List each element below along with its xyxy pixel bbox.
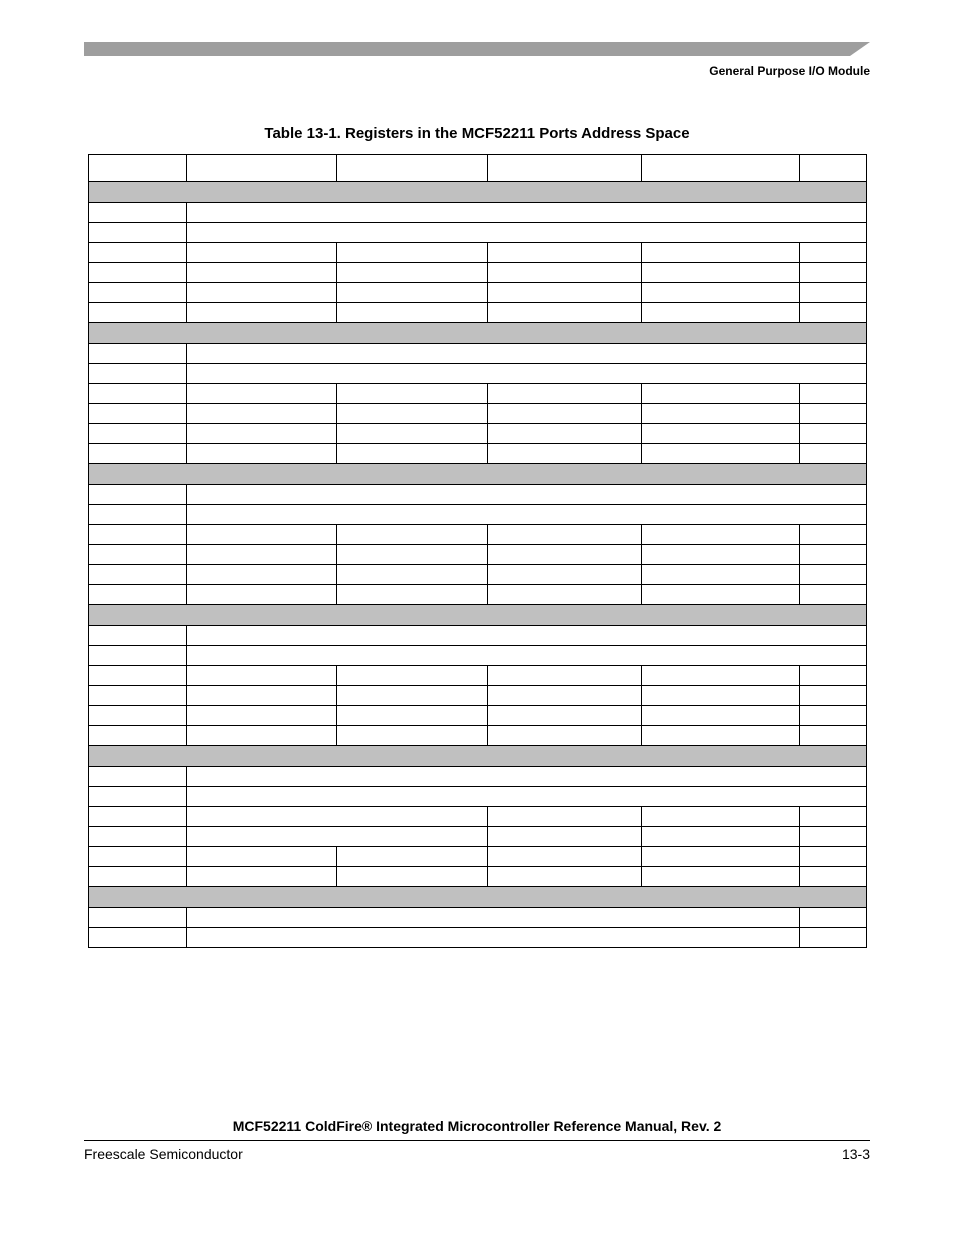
table-cell [642,525,800,545]
table-cell [89,384,187,404]
table-cell [187,545,337,565]
registers-table [88,154,867,948]
table-row [89,666,867,686]
footer-rule [84,1140,870,1141]
table-cell [337,847,488,867]
table-cell [488,384,642,404]
table-cell [488,525,642,545]
table-cell [89,787,187,807]
table-cell [187,364,867,384]
table-cell [187,827,488,847]
table-cell [800,444,867,464]
table-cell [89,344,187,364]
table-cell [642,726,800,746]
table-row [89,283,867,303]
table-cell [187,908,800,928]
table-row [89,706,867,726]
table-cell [89,726,187,746]
table-cell [642,263,800,283]
table-cell [488,424,642,444]
table-cell [337,726,488,746]
header-bar [84,42,870,56]
table-cell [488,726,642,746]
table-cell [187,263,337,283]
table-cell [187,787,867,807]
table-row [89,867,867,887]
table-cell [187,686,337,706]
table-cell [337,585,488,605]
table-cell [642,807,800,827]
table-cell [187,243,337,263]
table-cell [89,646,187,666]
table-row [89,243,867,263]
table-cell [488,263,642,283]
table-cell [89,303,187,323]
table-cell [488,827,642,847]
table-cell [800,525,867,545]
table-row [89,807,867,827]
table-cell [488,666,642,686]
table-cell [89,243,187,263]
table-cell [800,155,867,182]
table-row [89,263,867,283]
table-cell [800,404,867,424]
table-cell [800,686,867,706]
footer-page-number: 13-3 [841,1146,870,1162]
table-cell [89,706,187,726]
table-row [89,525,867,545]
table-cell [642,243,800,263]
table-section-row [89,464,867,485]
table-cell [800,303,867,323]
table-cell [488,283,642,303]
table-row [89,585,867,605]
table-cell [187,626,867,646]
table-row [89,424,867,444]
table-row [89,444,867,464]
table-cell [89,203,187,223]
table-row [89,908,867,928]
table-cell [187,444,337,464]
table-cell [89,404,187,424]
table-cell [89,908,187,928]
table-cell [488,565,642,585]
table-section-row [89,323,867,344]
table-cell [337,706,488,726]
table-cell [89,505,187,525]
table-cell [800,585,867,605]
table-caption: Table 13-1. Registers in the MCF52211 Ports Address Space [264,125,690,142]
table-row [89,364,867,384]
table-row [89,505,867,525]
table-cell [488,686,642,706]
table-cell [337,384,488,404]
table-cell [187,203,867,223]
table-cell [89,485,187,505]
table-cell [187,807,488,827]
table-row [89,767,867,787]
table-cell [337,565,488,585]
table-row [89,545,867,565]
table-row [89,646,867,666]
table-cell [337,444,488,464]
table-cell [337,545,488,565]
table-cell [187,928,800,948]
table-section-row [89,182,867,203]
section-cell [89,746,867,767]
section-cell [89,464,867,485]
table-cell [187,155,337,182]
table-row [89,827,867,847]
table-cell [800,726,867,746]
table-cell [89,928,187,948]
table-cell [187,585,337,605]
table-cell [488,404,642,424]
table-cell [488,545,642,565]
table-cell [337,686,488,706]
section-cell [89,323,867,344]
table-cell [337,867,488,887]
section-cell [89,182,867,203]
table-cell [800,666,867,686]
table-cell [89,847,187,867]
table-row [89,787,867,807]
table-cell [89,283,187,303]
table-cell [642,384,800,404]
table-cell [187,666,337,686]
table-cell [642,686,800,706]
table-cell [89,666,187,686]
table-cell [488,243,642,263]
table-row [89,303,867,323]
table-cell [800,424,867,444]
table-cell [642,585,800,605]
table-cell [89,155,187,182]
footer-manual-title: MCF52211 ColdFire® Integrated Microcontroller Reference Manual, Rev. 2 [232,1118,722,1134]
table-cell [800,908,867,928]
table-cell [187,303,337,323]
table-cell [89,767,187,787]
table-cell [800,807,867,827]
table-cell [800,243,867,263]
table-cell [89,525,187,545]
table-row [89,847,867,867]
table-cell [642,283,800,303]
table-cell [642,847,800,867]
table-row [89,485,867,505]
table-cell [337,283,488,303]
table-cell [642,666,800,686]
table-cell [800,847,867,867]
section-cell [89,887,867,908]
table-cell [187,223,867,243]
table-cell [337,424,488,444]
table-cell [800,827,867,847]
table-cell [187,404,337,424]
table-row [89,686,867,706]
table-cell [800,263,867,283]
table-cell [488,706,642,726]
table-cell [800,384,867,404]
table-cell [187,726,337,746]
table-cell [89,807,187,827]
table-cell [800,283,867,303]
table-cell [642,424,800,444]
table-cell [800,565,867,585]
table-cell [800,867,867,887]
table-cell [89,686,187,706]
table-row [89,726,867,746]
table-cell [800,928,867,948]
table-cell [187,525,337,545]
table-row [89,404,867,424]
table-cell [642,867,800,887]
table-cell [337,243,488,263]
table-cell [187,344,867,364]
table-cell [187,706,337,726]
table-cell [642,404,800,424]
table-row [89,344,867,364]
table-cell [187,867,337,887]
table-cell [337,525,488,545]
footer-company: Freescale Semiconductor [84,1146,243,1162]
table-cell [488,155,642,182]
table-cell [89,827,187,847]
table-row [89,565,867,585]
section-cell [89,605,867,626]
table-row [89,223,867,243]
table-row [89,203,867,223]
table-cell [187,767,867,787]
table-cell [187,646,867,666]
table-cell [337,155,488,182]
table-cell [642,706,800,726]
table-cell [642,444,800,464]
table-cell [488,847,642,867]
table-cell [187,565,337,585]
table-cell [89,444,187,464]
table-cell [488,807,642,827]
table-cell [89,626,187,646]
table-cell [488,867,642,887]
table-cell [187,384,337,404]
table-cell [89,585,187,605]
table-cell [89,565,187,585]
table-cell [187,424,337,444]
table-cell [89,545,187,565]
table-cell [642,545,800,565]
table-cell [337,404,488,424]
table-header-row [89,155,867,182]
table-cell [800,706,867,726]
table-cell [337,263,488,283]
table-section-row [89,605,867,626]
table-section-row [89,746,867,767]
header-section-title: General Purpose I/O Module [709,64,870,78]
table-cell [800,545,867,565]
table-cell [642,565,800,585]
table-row [89,626,867,646]
table-cell [337,303,488,323]
table-cell [488,444,642,464]
table-cell [337,666,488,686]
table-row [89,928,867,948]
table-cell [89,364,187,384]
table-cell [89,263,187,283]
table-cell [187,283,337,303]
table-cell [642,155,800,182]
table-cell [187,485,867,505]
table-cell [89,223,187,243]
table-section-row [89,887,867,908]
table-cell [89,867,187,887]
table-cell [187,847,337,867]
table-row [89,384,867,404]
table-cell [642,303,800,323]
table-cell [488,303,642,323]
table-cell [89,424,187,444]
table-cell [642,827,800,847]
table-cell [488,585,642,605]
table-cell [187,505,867,525]
